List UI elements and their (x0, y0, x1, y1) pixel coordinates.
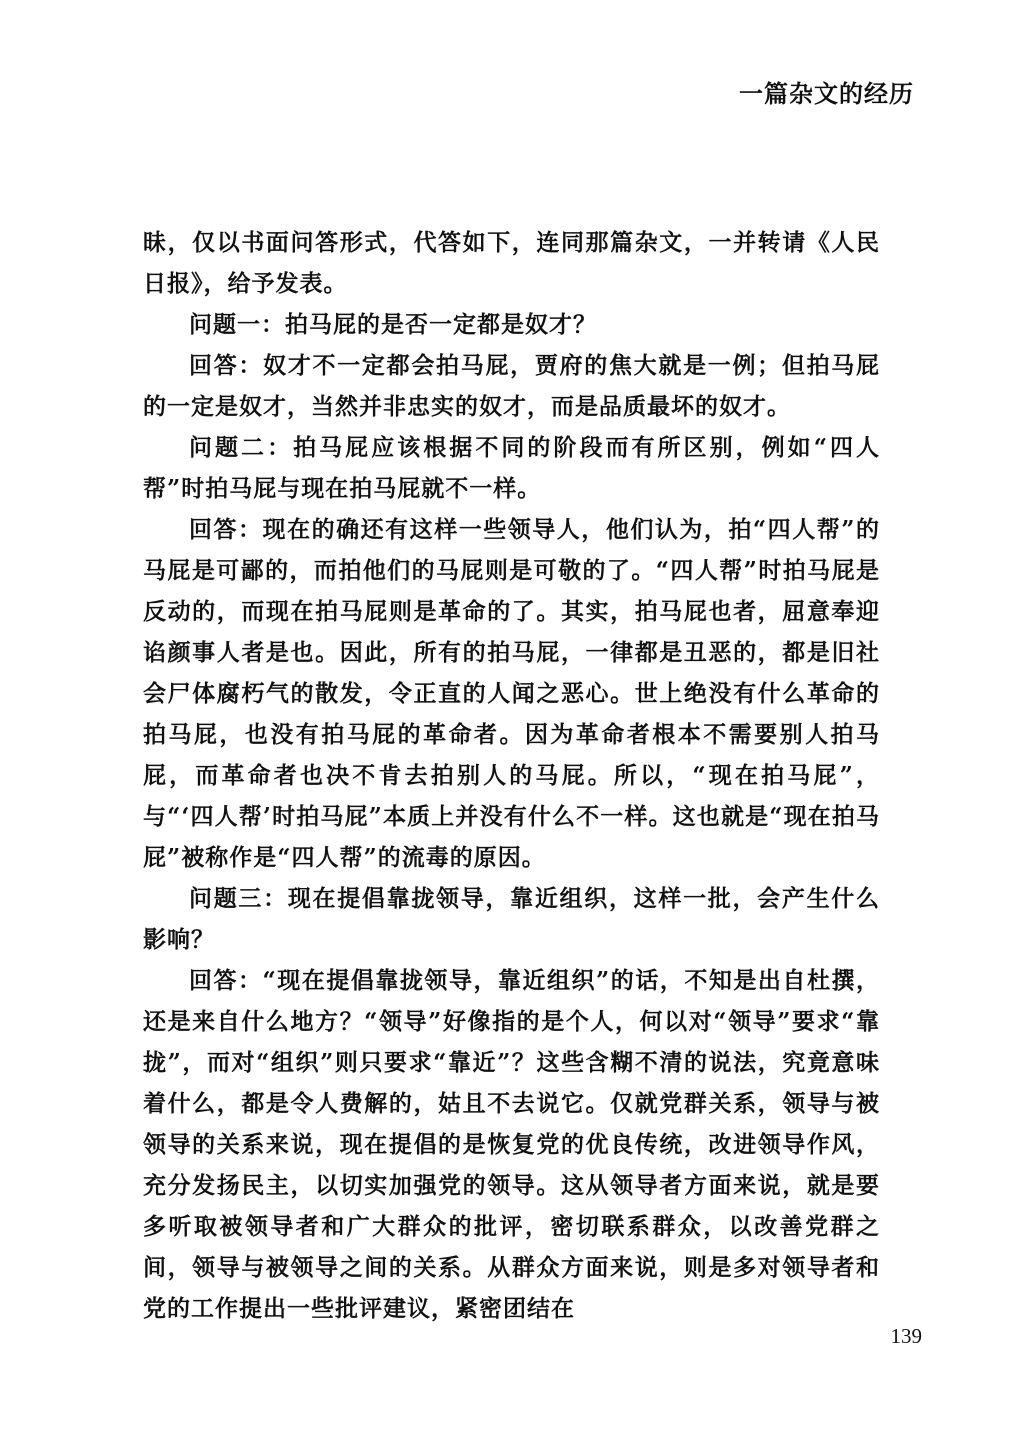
answer-one: 回答：奴才不一定都会拍马屁，贾府的焦大就是一例；但拍马屁的一定是奴才，当然并非忠实的奴才，而是品质最坏的奴才。 (143, 352, 880, 420)
running-header: 一篇杂文的经历 (739, 79, 914, 108)
paragraph-continuation: 昧，仅以书面问答形式，代答如下，连同那篇杂文，一并转请《人民日报》，给予发表。 (143, 229, 880, 297)
question-one: 问题一：拍马屁的是否一定都是奴才？ (189, 311, 597, 338)
page-number: 139 (890, 1324, 922, 1348)
body-text (143, 222, 880, 1329)
question-three: 问题三：现在提倡靠拢领导，靠近组织，这样一批，会产生什么影响？ (143, 885, 880, 953)
question-two: 问题二：拍马屁应该根据不同的阶段而有所区别，例如“四人帮”时拍马屁与现在拍马屁就不一样。 (143, 434, 880, 502)
answer-two: 回答：现在的确还有这样一些领导人，他们认为，拍“四人帮”的马屁是可鄙的，而拍他们的马屁则是可敬的了。“四人帮”时拍马屁是反动的，而现在拍马屁则是革命的了。其实，拍马屁也者，屈意奉迎谄颜事人者是也。因此，所有的拍马屁，一律都是丑恶的，都是旧社会尸体腐朽气的散发，令正直的人闻之恶心。世上绝没有什么革命的拍马屁，也没有拍马屁的革命者。因为革命者根本不需要别人拍马屁，而革命者也决不肯去拍别人的马屁。所以，“现在拍马屁”，与“‘四人帮’时拍马屁”本质上并没有什么不一样。这也就是“现在拍马屁”被称作是“四人帮”的流毒的原因。 (143, 516, 880, 871)
answer-three: 回答：“现在提倡靠拢领导，靠近组织”的话，不知是出自杜撰，还是来自什么地方？“领导”好像指的是个人，何以对“领导”要求“靠拢”，而对“组织”则只要求“靠近”？这些含糊不清的说法，究竟意味着什么，都是令人费解的，姑且不去说它。仅就党群关系，领导与被领导的关系来说，现在提倡的是恢复党的优良传统，改进领导作风，充分发扬民主，以切实加强党的领导。这从领导者方面来说，就是要多听取被领导者和广大群众的批评，密切联系群众，以改善党群之间，领导与被领导之间的关系。从群众方面来说，则是多对领导者和党的工作提出一些批评建议，紧密团结在 (143, 967, 880, 1322)
